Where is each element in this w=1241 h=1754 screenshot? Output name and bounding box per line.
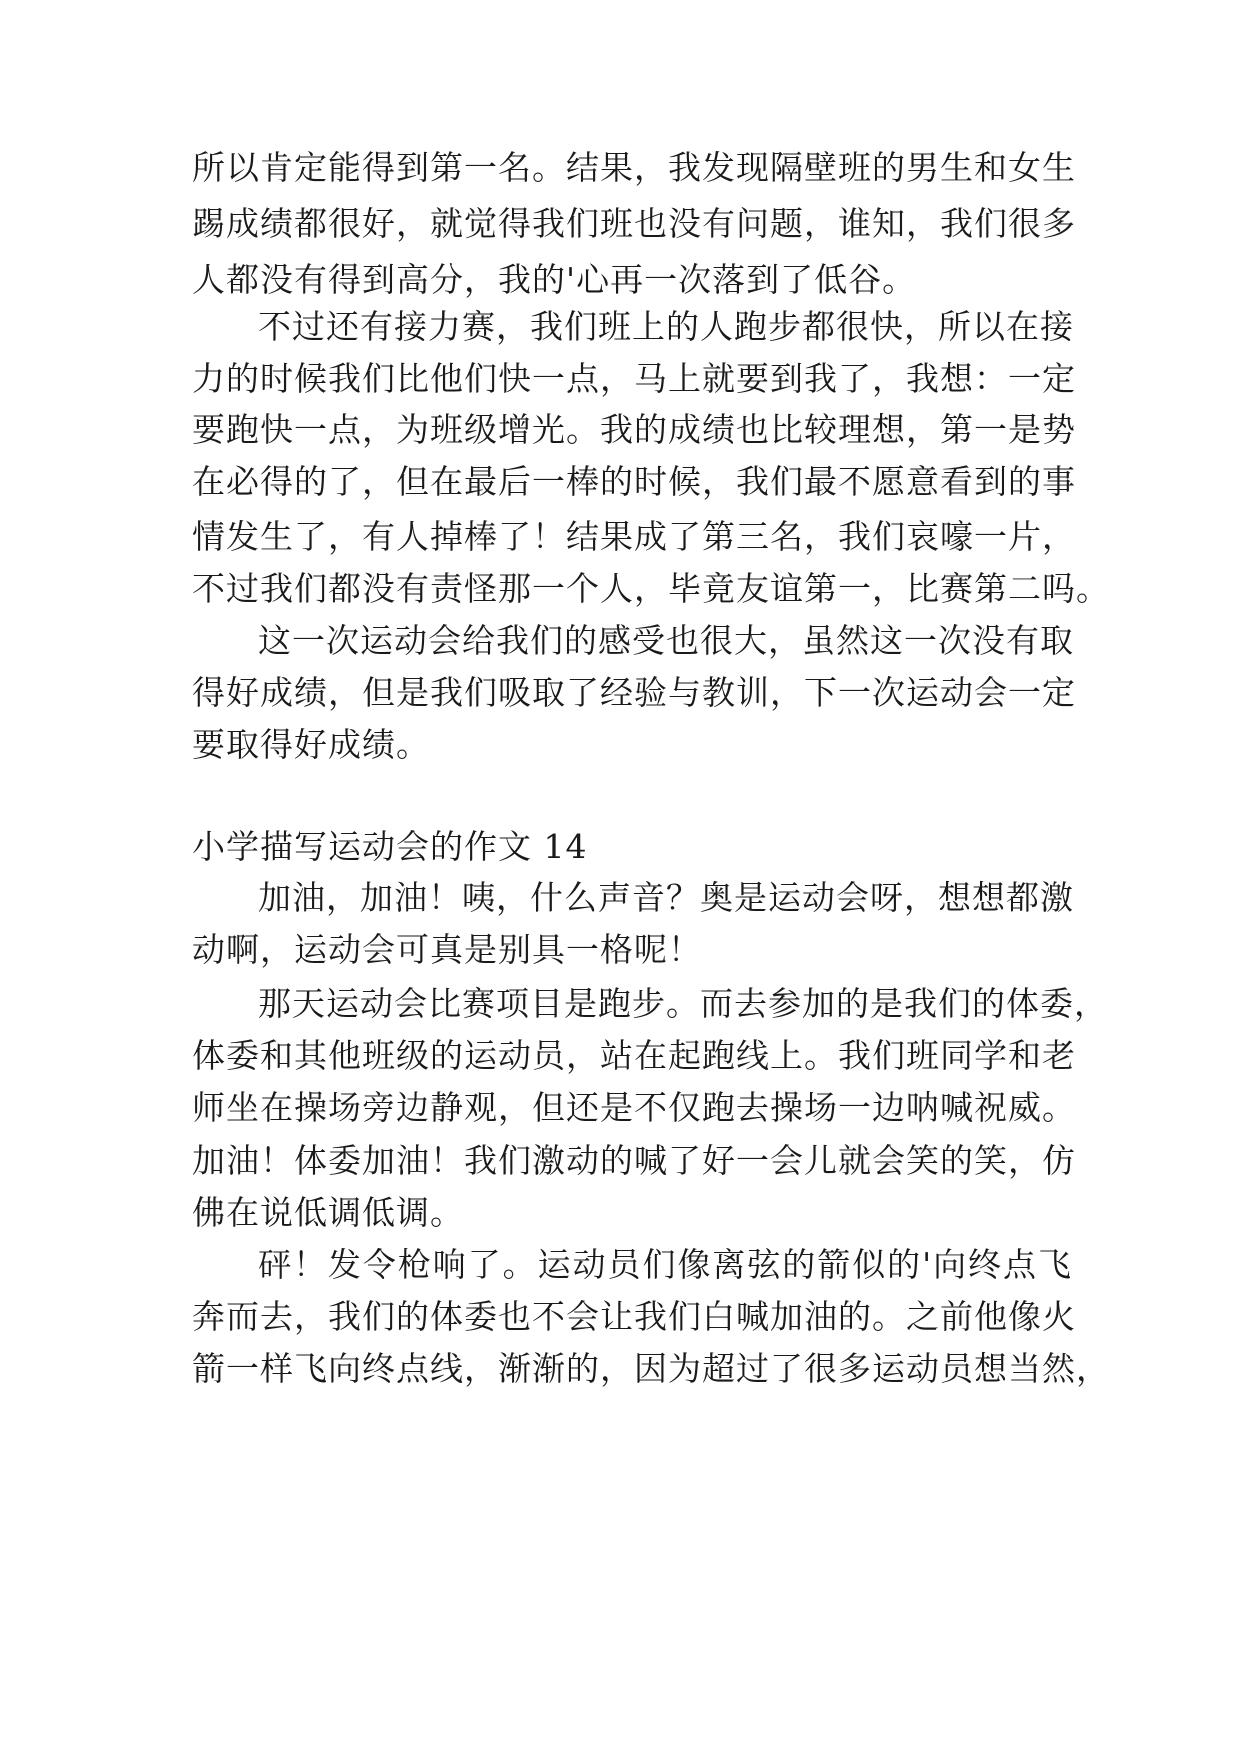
text-line: 踢成绩都很好，就觉得我们班也没有问题，谁知，我们很多 [192, 204, 1076, 243]
text-line: 要跑快一点，为班级增光。我的成绩也比较理想，第一是势 [192, 410, 1076, 449]
text-line: 奔而去，我们的体委也不会让我们白喊加油的。之前他像火 [192, 1297, 1076, 1336]
text-line: 砰！发令枪响了。运动员们像离弦的箭似的'向终点飞 [258, 1245, 1072, 1284]
text-line: 要取得好成绩。 [192, 725, 430, 764]
text-line: 不过我们都没有责怪那一个人，毕竟友谊第一，比赛第二吗。 [192, 569, 1110, 608]
text-line: 加油！体委加油！我们激动的喊了好一会儿就会笑的笑，仿 [192, 1141, 1076, 1180]
text-line: 加油，加油！咦，什么声音？奥是运动会呀，想想都激 [258, 878, 1074, 917]
text-line: 情发生了，有人掉棒了！结果成了第三名，我们哀嚎一片， [192, 517, 1076, 556]
text-line: 得好成绩，但是我们吸取了经验与教训，下一次运动会一定 [192, 673, 1076, 712]
text-line: 师坐在操场旁边静观，但还是不仅跑去操场一边呐喊祝威。 [192, 1088, 1076, 1127]
text-line: 这一次运动会给我们的感受也很大，虽然这一次没有取 [258, 621, 1074, 660]
text-line: 那天运动会比赛项目是跑步。而去参加的是我们的体委， [258, 984, 1108, 1023]
text-line: 所以肯定能得到第一名。结果，我发现隔壁班的男生和女生 [192, 148, 1076, 187]
text-line: 不过还有接力赛，我们班上的人跑步都很快，所以在接 [258, 307, 1074, 346]
text-line: 动啊，运动会可真是别具一格呢！ [192, 930, 702, 969]
text-line: 佛在说低调低调。 [192, 1193, 464, 1232]
text-line: 在必得的了，但在最后一棒的时候，我们最不愿意看到的事 [192, 462, 1076, 501]
text-line: 力的时候我们比他们快一点，马上就要到我了，我想：一定 [192, 359, 1076, 398]
text-line: 人都没有得到高分，我的'心再一次落到了低谷。 [192, 260, 917, 299]
text-line: 箭一样飞向终点线，渐渐的，因为超过了很多运动员想当然， [192, 1349, 1110, 1388]
section-heading: 小学描写运动会的作文 14 [192, 827, 588, 866]
text-line: 体委和其他班级的运动员，站在起跑线上。我们班同学和老 [192, 1036, 1076, 1075]
